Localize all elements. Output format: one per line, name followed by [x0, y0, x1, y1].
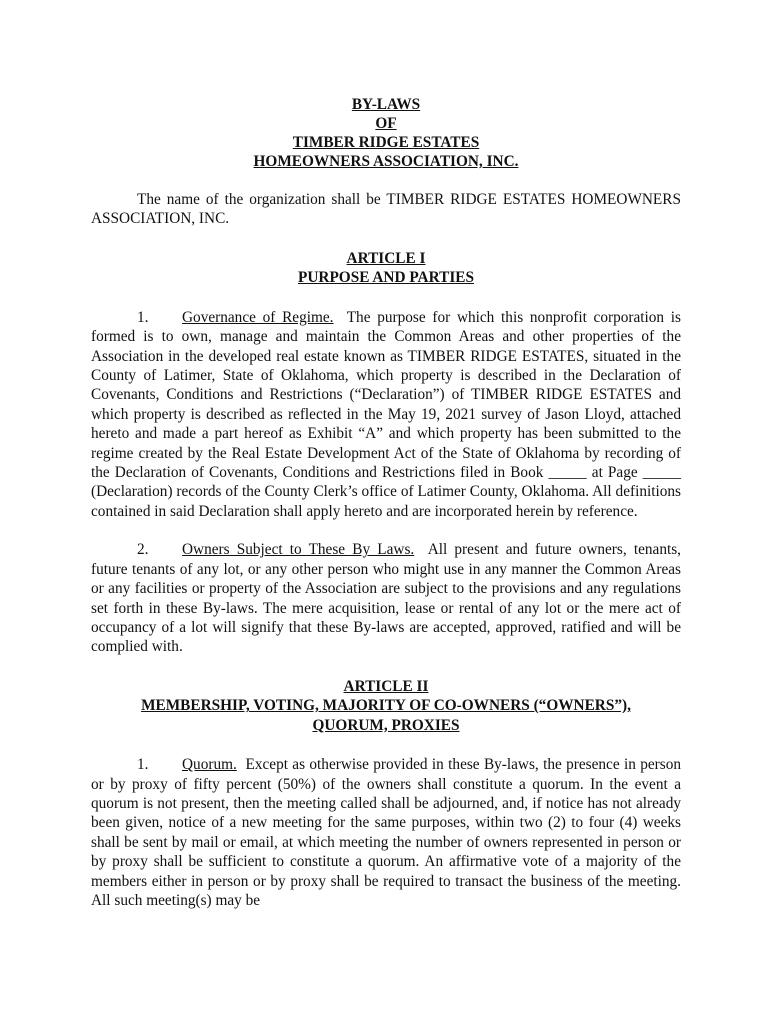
section-title: Owners Subject to These By Laws. [182, 541, 415, 559]
article-1-heading: ARTICLE I [346, 249, 426, 267]
section-title: Quorum. [182, 756, 237, 774]
section-number: 1. [137, 756, 149, 774]
title-line: BY-LAWS [351, 96, 421, 113]
intro-paragraph: The name of the organization shall be TIMBER RIDGE ESTATES HOMEOWNERS ASSOCIATION, INC. [91, 191, 681, 228]
section-text: Except as otherwise provided in these By-laws, the presence in person or by proxy of fifty percent (50%) of the owners shall constitute a quorum. In the event a quorum is not present, then the meeting called shall be adjourned, and, if notice has not already been given, notice of a new meeting for the same purposes, within two (2) to four (4) weeks shall be sent by mail or email, at which meeting the number of owners represented in person or by proxy shall be sufficient to constitute a quorum. An affirmative vote of a majority of the members either in person or by proxy shall be required to transact the business of the meeting. All such meeting(s) may be [91, 756, 681, 910]
title-line: TIMBER RIDGE ESTATES [292, 134, 480, 151]
article-2-section-1 [91, 755, 681, 910]
section-text: The purpose for which this nonprofit corporation is formed is to own, manage and maintain the Common Areas and other properties of the Association in the developed real estate known as TIMBER RIDGE ESTATES, situated in the County of Latimer, State of Oklahoma, which property is described in the Declaration of Covenants, Conditions and Restrictions (“Declaration”) of TIMBER RIDGE ESTATES and which property is described as reflected in the May 19, 2021 survey of Jason Lloyd, attached hereto and made a part hereof as Exhibit “A” and which property has been submitted to the regime created by the Real Estate Development Act of the State of Oklahoma by recording of the Declaration of Covenants, Conditions and Restrictions filed in Book _____ at Page _____ (Declaration) records of the County Clerk’s office of Latimer County, Oklahoma. All definitions contained in said Declaration shall apply hereto and are incorporated herein by reference. [91, 308, 682, 520]
section-number: 2. [137, 541, 149, 559]
article-1-section-1 [91, 308, 681, 521]
article-1-section-2 [91, 540, 681, 656]
article-2-heading: ARTICLE II [343, 677, 429, 695]
article-2-subheading-2: QUORUM, PROXIES [312, 716, 460, 734]
document-title [91, 95, 681, 171]
article-1-subheading: PURPOSE AND PARTIES [298, 269, 474, 287]
section-title: Governance of Regime. [182, 308, 334, 326]
section-text: All present and future owners, tenants, future tenants of any lot, or any other person who might use in any manner the Common Areas or any facilities or property of the Association are subject to the provisions and any regulations set forth in these By-laws. The mere acquisition, lease or rental of any lot or the mere act of occupancy of a lot will signify that these By-laws are accepted, approved, ratified and will be complied with. [91, 541, 681, 656]
title-line: OF [375, 115, 397, 132]
section-number: 1. [137, 308, 149, 326]
title-line: HOMEOWNERS ASSOCIATION, INC. [253, 153, 519, 170]
article-2-subheading: MEMBERSHIP, VOTING, MAJORITY OF CO-OWNERS (“OWNERS”), [141, 697, 631, 715]
document-body [91, 95, 681, 910]
